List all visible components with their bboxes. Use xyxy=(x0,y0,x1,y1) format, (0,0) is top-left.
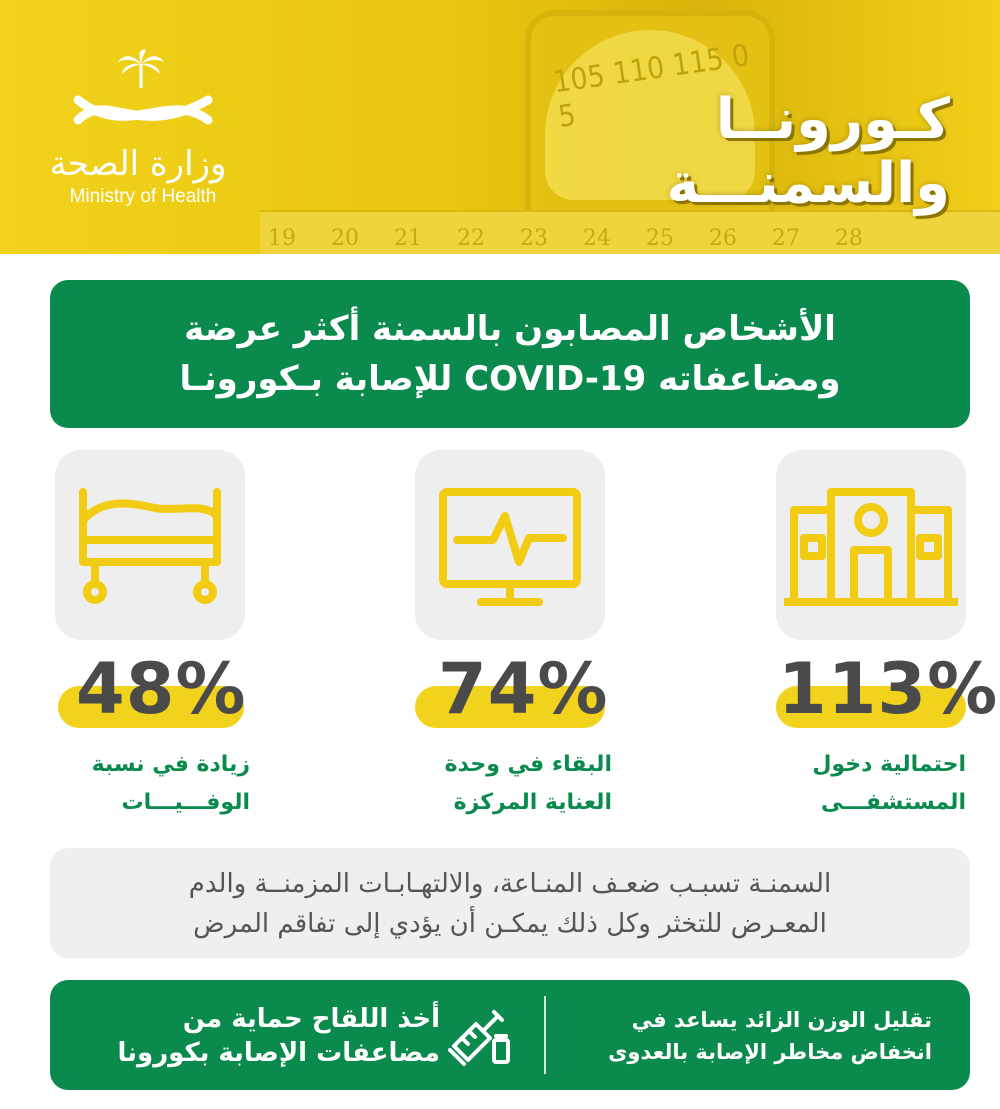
stat-icon-box-hospital xyxy=(776,450,966,640)
stat-value-hospital: 113% xyxy=(778,648,999,730)
stat-label-mortality xyxy=(30,746,250,822)
stat-label-mortality-line-1: زيادة في نسبة xyxy=(91,752,250,777)
stat-label-hospital xyxy=(746,746,966,822)
stat-label-hospital-line-2: المستشفـــى xyxy=(821,790,966,815)
stat-label-mortality-line-2: الوفـــيـــات xyxy=(121,790,250,815)
tip-vaccine-line-2: مضاعفات الإصابة بكورونا xyxy=(117,1038,440,1068)
stat-value-icu: 74% xyxy=(438,648,609,730)
stat-icon-box-icu xyxy=(415,450,605,640)
page-title xyxy=(666,88,950,216)
scale-numbers: 105 110 115 0 5 xyxy=(551,38,752,135)
header-banner xyxy=(0,0,1000,254)
logo-english-text: Ministry of Health xyxy=(69,186,217,207)
stat-label-hospital-line-1: احتمالية دخول xyxy=(812,752,966,777)
headline-line-2: للإصابة بـكورونـا COVID-19 ومضاعفاته xyxy=(179,359,841,399)
footer-divider xyxy=(544,996,546,1074)
tip-vaccine-line-1: أخذ اللقاح حماية من xyxy=(182,1004,440,1034)
logo-arabic-text: وزارة الصحة xyxy=(49,144,227,184)
monitor-heartbeat-icon xyxy=(415,450,605,640)
ministry-logo xyxy=(48,48,238,218)
hospital-icon xyxy=(776,450,966,640)
headline-line-1: الأشخاص المصابون بالسمنة أكثر عرضة xyxy=(184,309,836,349)
measuring-tape-image xyxy=(260,210,1000,254)
swords-emblem-icon xyxy=(68,90,218,140)
vaccine-icon xyxy=(446,1002,514,1068)
footer-tips xyxy=(50,980,970,1090)
stat-label-icu xyxy=(392,746,612,822)
stat-label-icu-line-2: العناية المركزة xyxy=(453,790,612,815)
stat-icon-box-mortality xyxy=(55,450,245,640)
title-line-2: والسمنـــة xyxy=(666,151,950,216)
note-line-2: المعـرض للتخثر وكل ذلك يمكـن أن يؤدي إلى تفاقم المرض xyxy=(193,909,827,939)
tip-weight-loss-line-2: انخفاض مخاطر الإصابة بالعدوى xyxy=(608,1040,932,1064)
stat-value-mortality: 48% xyxy=(76,648,247,730)
title-line-1: كـورونــا xyxy=(715,87,950,152)
headline-banner xyxy=(50,280,970,428)
palm-tree-icon xyxy=(116,48,166,88)
tape-numbers: 19 20 21 22 23 24 25 26 27 28 xyxy=(268,226,863,251)
info-note xyxy=(50,848,970,958)
tip-vaccine xyxy=(80,1002,440,1070)
hospital-bed-icon xyxy=(55,450,245,640)
tip-weight-loss-line-1: تقليل الوزن الزائد يساعد في xyxy=(631,1008,932,1032)
stat-label-icu-line-1: البقاء في وحدة xyxy=(444,752,612,777)
note-line-1: السمنـة تسبـب ضعـف المنـاعة، والالتهـابـات المزمنــة والدم xyxy=(188,869,832,899)
tip-weight-loss xyxy=(572,1004,932,1068)
